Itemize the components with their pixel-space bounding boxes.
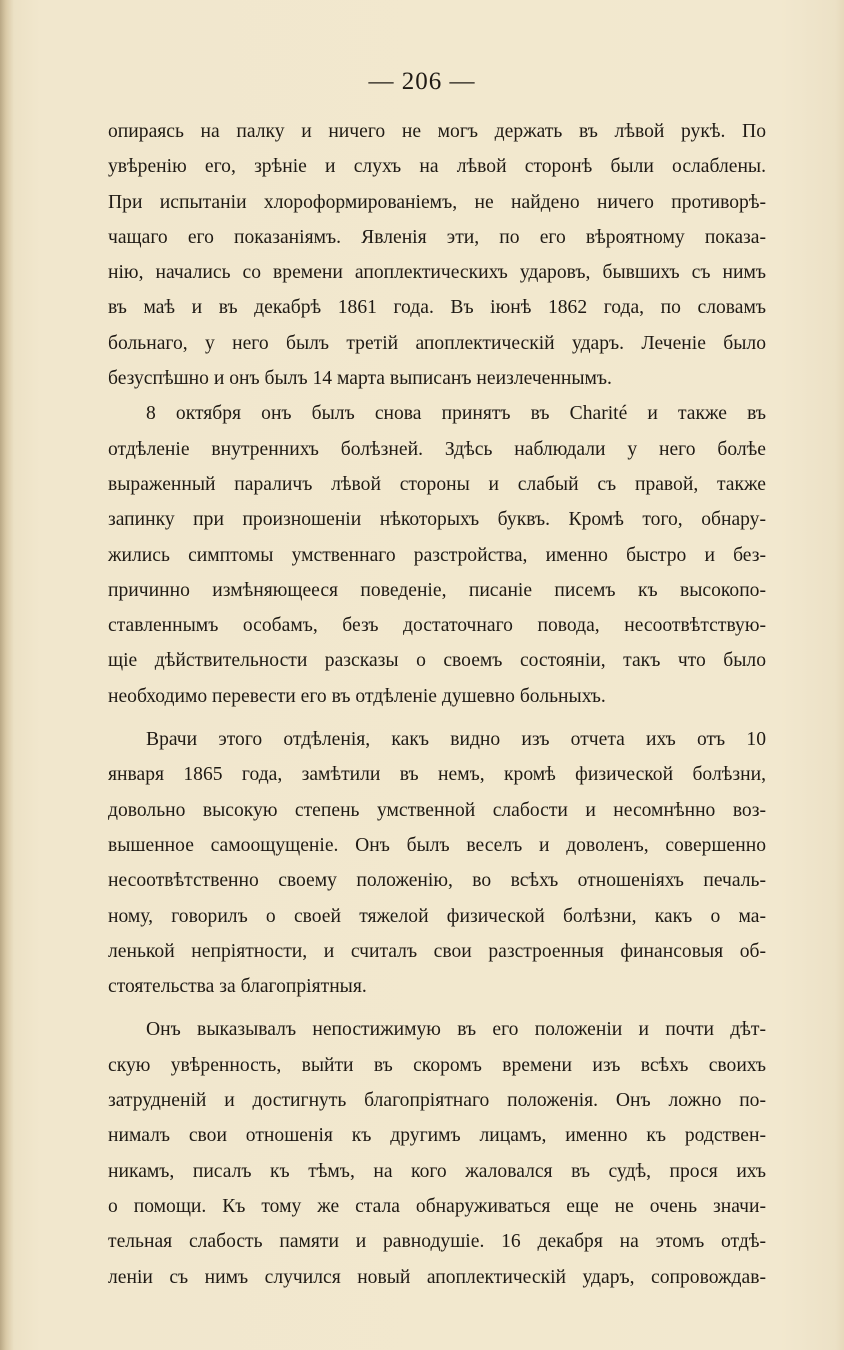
text-line: опираясь на палку и ничего не могъ держать въ лѣвой рукѣ. По: [108, 121, 766, 142]
text-line: января 1865 года, замѣтили въ немъ, кромѣ физической болѣзни,: [108, 764, 766, 786]
text-line: щіе дѣйствительности разсказы о своемъ состояніи, такъ что было: [108, 650, 766, 672]
text-line: безуспѣшно и онъ былъ 14 марта выписанъ неизлеченнымъ.: [108, 368, 612, 390]
paragraph-4: [108, 1012, 766, 1294]
text-line: леніи съ нимъ случился новый апоплектическій ударъ, сопровождав-: [108, 1266, 766, 1288]
text-line: необходимо перевести его въ отдѣленіе душевно больныхъ.: [108, 685, 606, 707]
text-line: нію, начались со времени апоплектическихъ ударовъ, бывшихъ съ нимъ: [108, 262, 766, 284]
text-line: Врачи этого отдѣленія, какъ видно изъ отчета ихъ отъ 10: [146, 729, 766, 751]
text-line: затрудненій и достигнуть благопріятнаго положенія. Онъ ложно по-: [108, 1090, 766, 1112]
text-line: отдѣленіе внутреннихъ болѣзней. Здѣсь наблюдали у него болѣе: [108, 438, 766, 460]
text-line: нималъ свои отношенія къ другимъ лицамъ, именно къ родствен-: [108, 1125, 766, 1147]
text-line: ставленнымъ особамъ, безъ достаточнаго повода, несоотвѣтствую-: [108, 615, 766, 637]
text-line: ному, говорилъ о своей тяжелой физической болѣзни, какъ о ма-: [108, 905, 766, 927]
text-line: выраженный параличъ лѣвой стороны и слабый съ правой, также: [108, 473, 766, 495]
text-line: увѣренію его, зрѣніе и слухъ на лѣвой сторонѣ были ослаблены.: [108, 156, 766, 178]
text-line: 8 октября онъ былъ снова принятъ въ Charité и также въ: [146, 403, 766, 425]
text-line: никамъ, писалъ къ тѣмъ, на кого жаловался въ судѣ, прося ихъ: [108, 1160, 766, 1182]
body-text: [108, 114, 766, 1295]
text-line: довольно высокую степень умственной слабости и несомнѣнно воз-: [108, 799, 766, 821]
text-line: запинку при произношеніи нѣкоторыхъ буквъ. Кромѣ того, обнару-: [108, 509, 766, 531]
paragraph-1: [108, 114, 766, 396]
text-line: стоятельства за благопріятныя.: [108, 976, 367, 998]
paragraph-2: [108, 396, 766, 714]
paragraph-3: [108, 722, 766, 1004]
text-line: скую увѣренность, выйти въ скоромъ времени изъ всѣхъ своихъ: [108, 1054, 766, 1076]
text-line: о помощи. Къ тому же стала обнаруживаться еще не очень значи-: [108, 1195, 766, 1217]
text-line: чащаго его показаніямъ. Явленія эти, по его вѣроятному показа-: [108, 226, 766, 248]
text-line: тельная слабость памяти и равнодушіе. 16 декабря на этомъ отдѣ-: [108, 1231, 766, 1253]
text-line: жились симптомы умственнаго разстройства, именно быстро и без-: [108, 544, 766, 566]
text-line: причинно измѣняющееся поведеніе, писаніе писемъ къ высокопо-: [108, 579, 766, 601]
text-line: Онъ выказывалъ непостижимую въ его положеніи и почти дѣт-: [146, 1019, 766, 1041]
text-line: вышенное самоощущеніе. Онъ былъ веселъ и доволенъ, совершенно: [108, 834, 766, 856]
text-line: въ маѣ и въ декабрѣ 1861 года. Въ іюнѣ 1862 года, по словамъ: [108, 297, 766, 319]
text-line: больнаго, у него былъ третій апоплектическій ударъ. Леченіе было: [108, 332, 766, 354]
text-line: несоотвѣтственно своему положенію, во всѣхъ отношеніяхъ печаль-: [108, 870, 766, 892]
text-line: При испытаніи хлороформированіемъ, не найдено ничего противорѣ-: [108, 191, 766, 213]
text-line: ленькой непріятности, и считалъ свои разстроенныя финансовыя об-: [108, 940, 766, 962]
page-number: — 206 —: [368, 68, 476, 95]
